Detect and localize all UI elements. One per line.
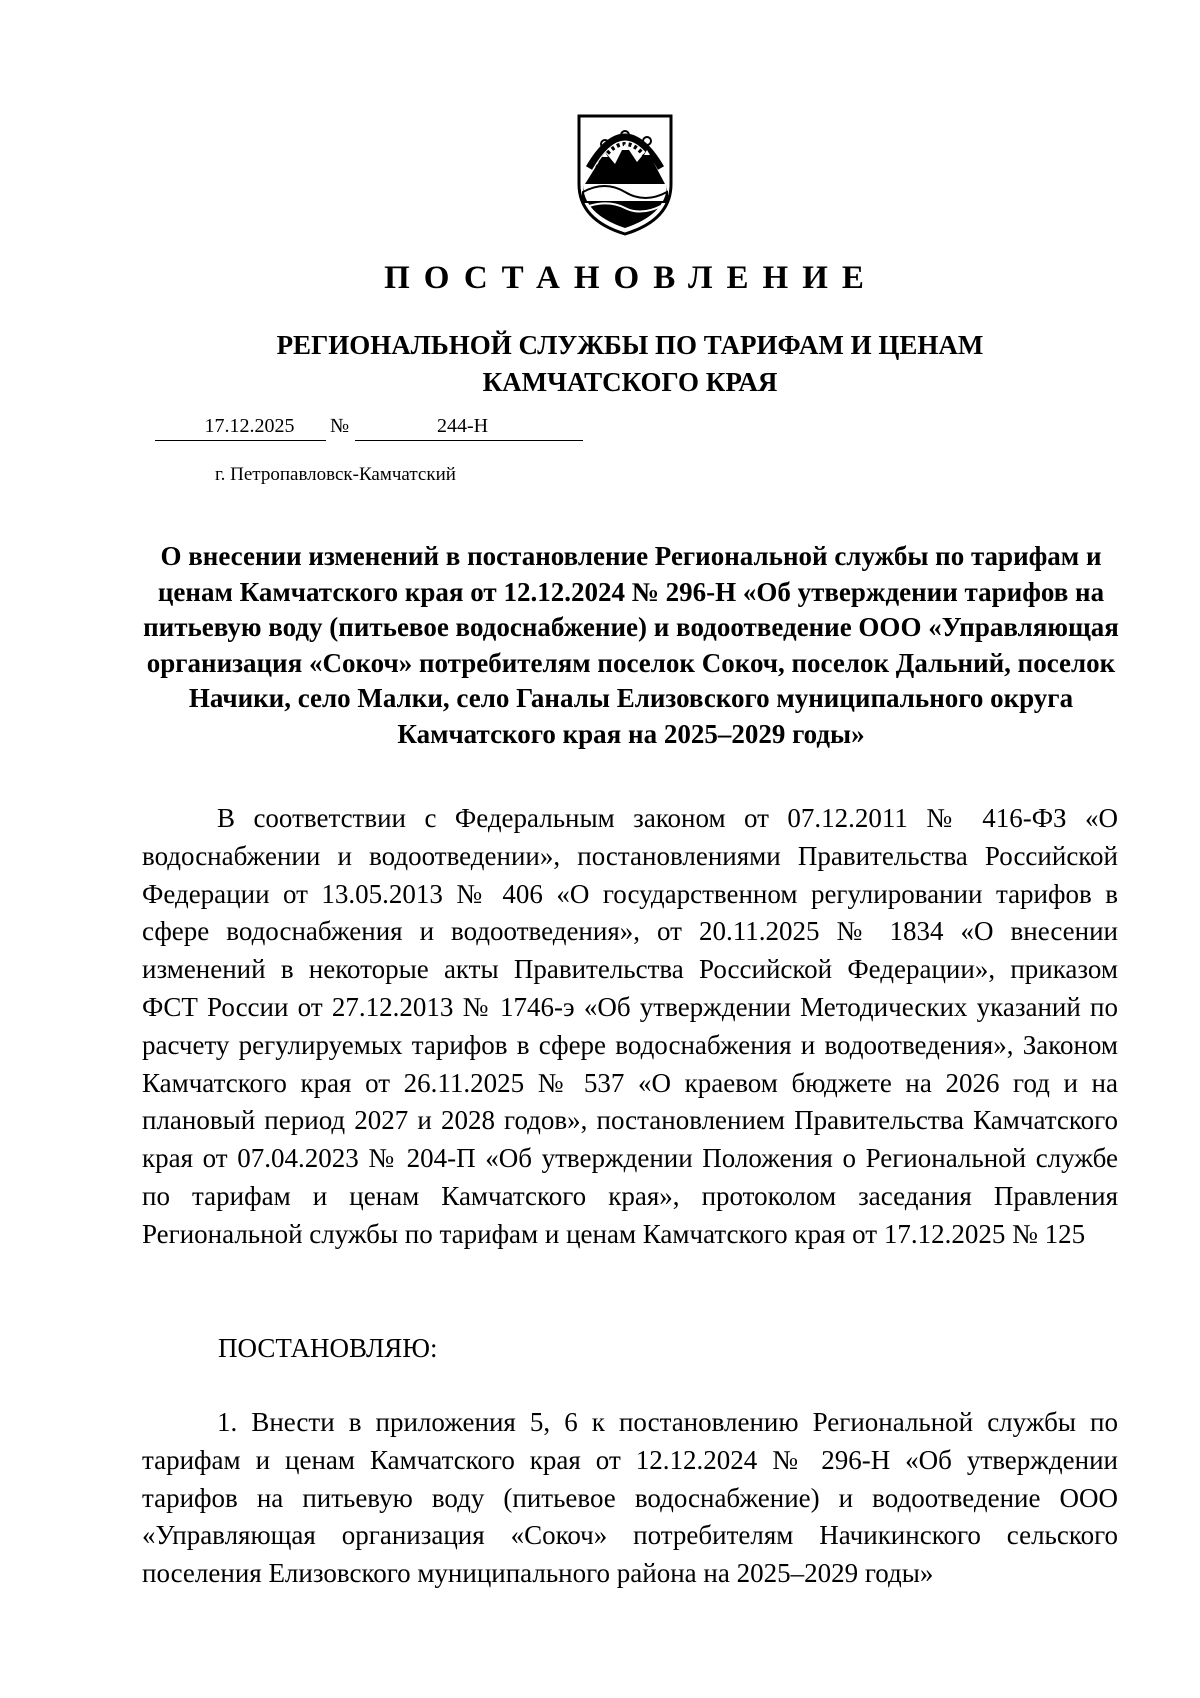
preamble-paragraph: В соответствии с Федеральным законом от 07.12.2011 № 416-ФЗ «О водоснабжении и водоотведении», постановлениями Правительства Российской Федерации от 13.05.2013 № 406 «О государственном регулировании тарифов в сфере водоснабжения и водоотведения», от 20.11.2025 № 1834 «О внесении изменений в некоторые акты Правительства Российской Федерации», приказом ФСТ России от 27.12.2013 № 1746-э «Об утверждении Методических указаний по расчету регулируемых тарифов в сфере водоснабжения и водоотведения», Законом Камчатского края от 26.11.2025 № 537 «О краевом бюджете на 2026 год и на плановый период 2027 и 2028 годов», постановлением Правительства Камчатского края от 07.04.2023 № 204-П «Об утверждении Положения о Региональной службе по тарифам и ценам Камчатского края», протоколом заседания Правления Региональной службы по тарифам и ценам Камчатского края от 17.12.2025 № 125 bbox=[142, 803, 1118, 1249]
place-of-issue: г. Петропавловск-Камчатский bbox=[215, 464, 456, 485]
document-date: 17.12.2025 bbox=[155, 412, 326, 441]
item-1-paragraph: 1. Внести в приложения 5, 6 к постановлению Региональной службы по тарифам и ценам Камчатского края от 12.12.2024 № 296-Н «Об утверждении тарифов на питьевую воду (питьевое водоснабжение) и водоотведение ООО «Управляющая организация «Сокоч» потребителям Начикинского сельского поселения Елизовского муниципального района на 2025–2029 годы» bbox=[142, 1407, 1118, 1589]
document-subject-title: О внесении изменений в постановление Региональной службы по тарифам и ценам Камчатского края от 12.12.2024 № 296-Н «Об утверждении тарифов на питьевую воду (питьевое водоснабжение) и водоотведение ООО «Управляющая организация «Сокоч» потребителям поселок Сокоч, поселок Дальний, поселок Начики, село Малки, село Ганалы Елизовского муниципального округа Камчатского края на 2025–2029 годы» bbox=[143, 541, 1119, 749]
kamchatka-coat-of-arms-emblem bbox=[575, 110, 675, 236]
number-sign: № bbox=[330, 415, 350, 437]
issuing-authority: РЕГИОНАЛЬНОЙ СЛУЖБЫ ПО ТАРИФАМ И ЦЕНАМ КАМЧАТСКОГО КРАЯ bbox=[276, 330, 984, 397]
resolve-heading: ПОСТАНОВЛЯЮ: bbox=[218, 1333, 438, 1363]
document-number: 244-Н bbox=[355, 412, 583, 441]
document-type-heading: ПОСТАНОВЛЕНИЕ bbox=[384, 260, 878, 296]
